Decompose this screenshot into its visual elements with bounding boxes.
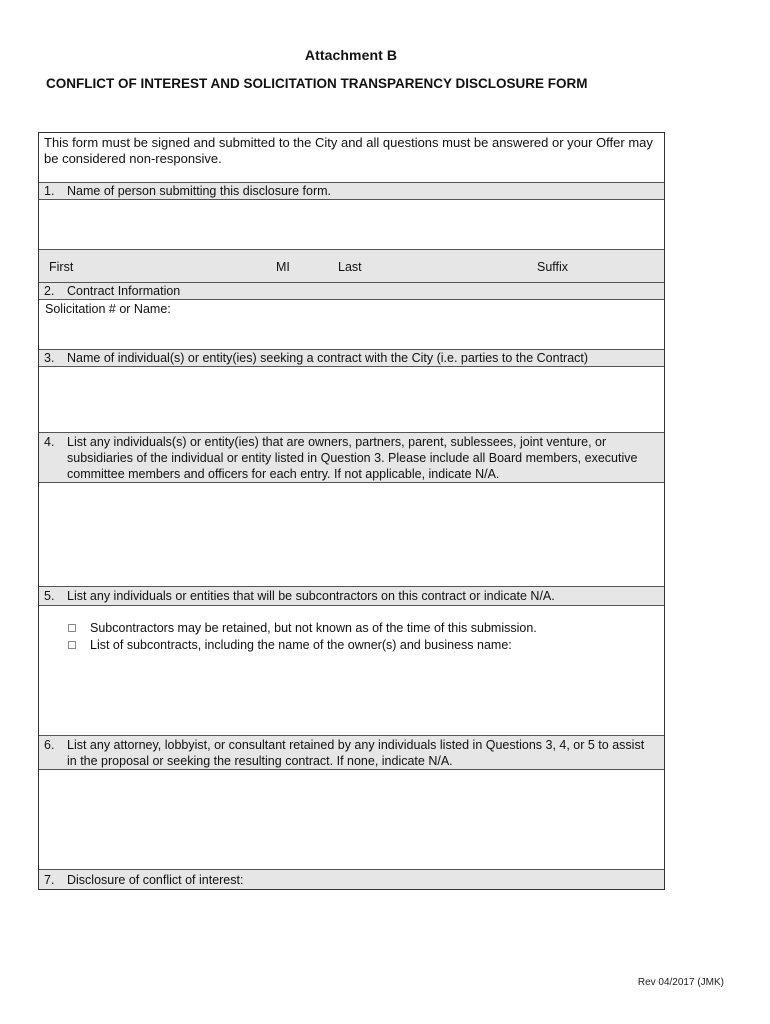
person-name-input[interactable] [39, 200, 664, 250]
question-7-number: 7. [44, 873, 55, 887]
solicitation-input[interactable] [39, 300, 664, 350]
question-3-number: 3. [44, 351, 55, 365]
middle-initial-label: MI [276, 260, 290, 274]
question-6-number: 6. [44, 738, 55, 752]
subcontracts-list-label: List of subcontracts, including the name of the owner(s) and business name: [90, 638, 512, 652]
question-5-header [39, 587, 664, 606]
subcontracts-list-checkbox[interactable] [68, 641, 76, 649]
contracting-parties-input[interactable] [39, 367, 664, 433]
instructions-row [39, 133, 664, 183]
question-3-text: Name of individual(s) or entity(ies) seeking a contract with the City (i.e. parties to the Contract) [67, 351, 589, 365]
question-5-number: 5. [44, 589, 55, 603]
question-2-number: 2. [44, 284, 55, 298]
question-6-header [39, 736, 664, 770]
last-name-label: Last [338, 260, 362, 274]
question-6-text: List any attorney, lobbyist, or consultant retained by any individuals listed in Questions 3, 4, or 5 to assist in the proposal or seeking the resulting contract. If none, indicate N/A. [67, 738, 645, 768]
question-2-text: Contract Information [67, 284, 181, 298]
revision-note: Rev 04/2017 (JMK) [637, 977, 724, 988]
name-fields-row [39, 250, 664, 283]
attorney-lobbyist-input[interactable] [39, 770, 664, 870]
question-4-header [39, 433, 664, 483]
question-4-text: List any individuals(s) or entity(ies) that are owners, partners, parent, sublessees, joint venture, or subsidiaries of the individual or entity listed in Question 3. Please include all Board members, executive committee members and officers for each entry. If not applicable, indicate N/A. [67, 435, 638, 481]
subcontractors-unknown-label: Subcontractors may be retained, but not known as of the time of this submission. [90, 621, 537, 635]
question-5-text: List any individuals or entities that will be subcontractors on this contract or indicate N/A. [67, 589, 555, 603]
subcontractors-section [39, 606, 664, 736]
question-3-header [39, 350, 664, 367]
owners-partners-input[interactable] [39, 483, 664, 587]
suffix-label: Suffix [537, 260, 569, 274]
disclosure-form [38, 132, 665, 890]
form-title: CONFLICT OF INTEREST AND SOLICITATION TRANSPARENCY DISCLOSURE FORM [46, 76, 588, 91]
question-1-header [39, 183, 664, 200]
question-7-header [39, 870, 664, 889]
solicitation-label: Solicitation # or Name: [45, 302, 171, 316]
attachment-title: Attachment B [304, 47, 398, 63]
question-2-header [39, 283, 664, 300]
instructions-text: This form must be signed and submitted to the City and all questions must be answered or your Offer may be considered non-responsive. [44, 135, 653, 166]
question-1-text: Name of person submitting this disclosure form. [67, 184, 331, 198]
question-7-text: Disclosure of conflict of interest: [67, 873, 244, 887]
subcontractors-unknown-checkbox[interactable] [68, 624, 76, 632]
question-1-number: 1. [44, 184, 55, 198]
question-4-number: 4. [44, 435, 55, 449]
first-name-label: First [49, 260, 74, 274]
